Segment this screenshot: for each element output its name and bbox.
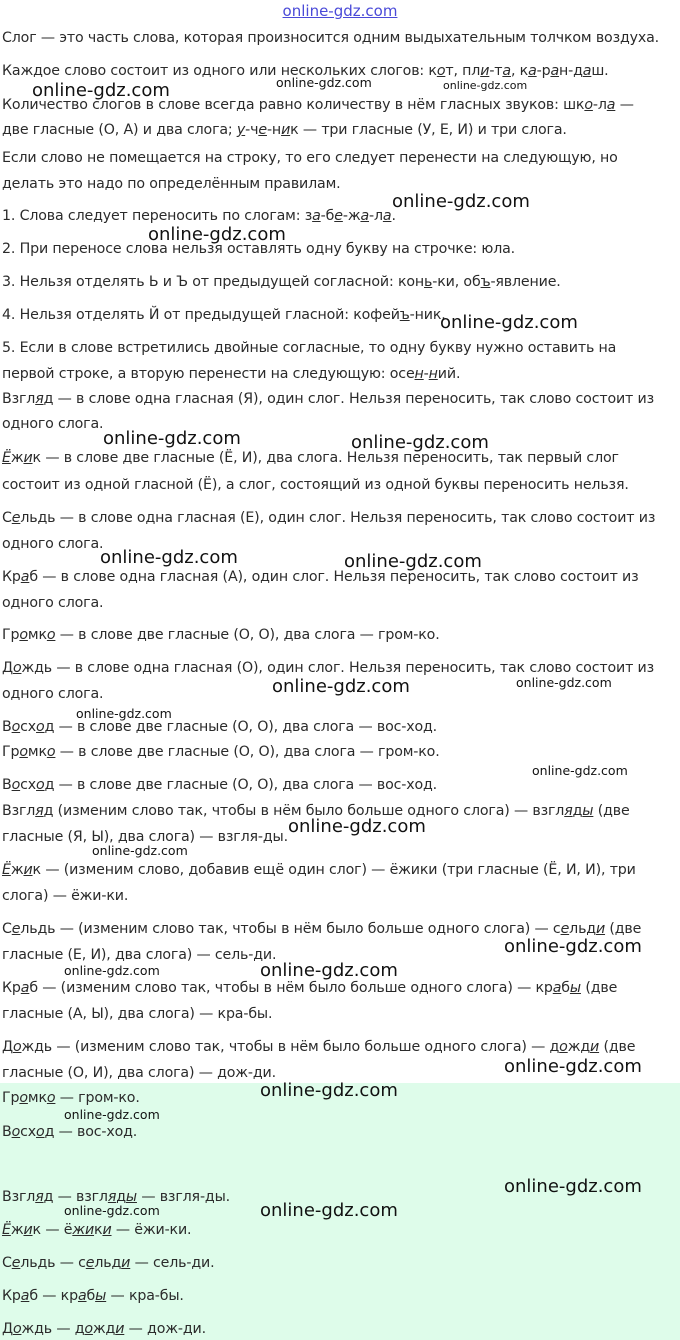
watermark: online-gdz.com (260, 1080, 398, 1101)
analysis-seld-cont: одного слога. (2, 536, 104, 552)
analysis-vzglyad-cont: одного слога. (2, 416, 104, 432)
watermark: online-gdz.com (504, 1176, 642, 1197)
analysis-yozhik: Ёжик — в слове две гласные (Ё, И), два слога. Нельзя переносить, так первый слог (2, 450, 619, 466)
change-vzglyad: Взгляд (изменим слово так, чтобы в нём было больше одного слога) — взгляды (две (2, 803, 630, 819)
rule-3: 3. Нельзя отделять Ь и Ъ от предыдущей согласной: конь-ки, объ-явление. (2, 274, 561, 290)
definition-line: Слог — это часть слова, которая произносится одним выдыхательным толчком воздуха. (2, 30, 660, 46)
watermark: online-gdz.com (504, 1056, 642, 1077)
change-krab: Краб — (изменим слово так, чтобы в нём было больше одного слога) — крабы (две (2, 980, 618, 996)
answer-voskhod: Восход — вос-ход. (2, 1124, 138, 1140)
analysis-voskhod: Восход — в слове две гласные (О, О), два слога — вос-ход. (2, 719, 438, 735)
watermark: online-gdz.com (440, 312, 578, 333)
site-header-link[interactable]: online-gdz.com (282, 2, 398, 20)
answer-krab: Краб — крабы — кра-бы. (2, 1288, 184, 1304)
watermark: online-gdz.com (64, 1107, 160, 1122)
change-dozhd: Дождь — (изменим слово так, чтобы в нём было больше одного слога) — дожди (две (2, 1039, 636, 1055)
watermark: online-gdz.com (76, 706, 172, 721)
theory-line-transfer: Если слово не помещается на строку, то его следует перенести на следующую, но (2, 150, 618, 166)
analysis-vzglyad: Взгляд — в слове одна гласная (Я), один слог. Нельзя переносить, так слово состоит из (2, 391, 654, 407)
answer-dozhd: Дождь — дожди — дож-ди. (2, 1321, 206, 1337)
change-yozhik: Ёжик — (изменим слово, добавив ещё один слог) — ёжики (три гласные (Ё, И, И), три (2, 862, 636, 878)
watermark: online-gdz.com (276, 75, 372, 90)
watermark: online-gdz.com (504, 936, 642, 957)
rule-5: 5. Если в слове встретились двойные согласные, то одну букву нужно оставить на (2, 340, 617, 356)
rule-5-cont: первой строке, а вторую перенести на следующую: осен-ний. (2, 366, 461, 382)
analysis-krab-cont: одного слога. (2, 595, 104, 611)
watermark: online-gdz.com (288, 816, 426, 837)
watermark: online-gdz.com (351, 432, 489, 453)
analysis-yozhik-cont: состоит из одной гласной (Ё), а слог, состоящий из одной буквы переносить нельзя. (2, 477, 629, 493)
watermark: online-gdz.com (443, 79, 528, 92)
watermark: online-gdz.com (148, 224, 286, 245)
watermark: online-gdz.com (344, 551, 482, 572)
watermark: online-gdz.com (103, 428, 241, 449)
watermark: online-gdz.com (516, 675, 612, 690)
rule-4: 4. Нельзя отделять Й от предыдущей гласной: кофейъ-ник. (2, 307, 446, 323)
answer-seld: Сельдь — сельди — сель-ди. (2, 1255, 215, 1271)
answer-vzglyad: Взгляд — взгляды — взгля-ды. (2, 1189, 230, 1205)
analysis-voskhod-2: Восход — в слове две гласные (О, О), два слога — вос-ход. (2, 777, 438, 793)
analysis-dozhd: Дождь — в слове одна гласная (О), один слог. Нельзя переносить, так слово состоит из (2, 660, 655, 676)
watermark: online-gdz.com (100, 547, 238, 568)
watermark: online-gdz.com (260, 960, 398, 981)
change-dozhd-cont: гласные (О, И), два слога) — дож-ди. (2, 1065, 276, 1081)
watermark: online-gdz.com (272, 676, 410, 697)
change-seld: Сельдь — (изменим слово так, чтобы в нём было больше одного слога) — сельди (две (2, 921, 642, 937)
theory-line-example: две гласные (О, А) и два слога; у-че-ник — три гласные (У, Е, И) и три слога. (2, 122, 567, 138)
change-vzglyad-cont: гласные (Я, Ы), два слога) — взгля-ды. (2, 829, 288, 845)
watermark: online-gdz.com (92, 843, 188, 858)
change-krab-cont: гласные (А, Ы), два слога) — кра-бы. (2, 1006, 273, 1022)
analysis-gromko: Громко — в слове две гласные (О, О), два слога — гром-ко. (2, 627, 440, 643)
answer-yozhik: Ёжик — ёжики — ёжи-ки. (2, 1222, 192, 1238)
rule-1: 1. Слова следует переносить по слогам: за-бе-жа-ла. (2, 208, 396, 224)
analysis-gromko-2: Громко — в слове две гласные (О, О), два слога — гром-ко. (2, 744, 440, 760)
theory-line-transfer-cont: делать это надо по определённым правилам. (2, 176, 341, 192)
answer-gromko: Громко — гром-ко. (2, 1090, 140, 1106)
analysis-dozhd-cont: одного слога. (2, 686, 104, 702)
watermark: online-gdz.com (532, 763, 628, 778)
watermark: online-gdz.com (64, 1203, 160, 1218)
change-seld-cont: гласные (Е, И), два слога) — сель-ди. (2, 947, 277, 963)
watermark: online-gdz.com (392, 191, 530, 212)
change-yozhik-cont: слога) — ёжи-ки. (2, 888, 129, 904)
analysis-seld: Сельдь — в слове одна гласная (Е), один слог. Нельзя переносить, так слово состоит из (2, 510, 656, 526)
theory-line-count: Количество слогов в слове всегда равно количеству в нём гласных звуков: шко-ла — (2, 97, 634, 113)
theory-line-syllables: Каждое слово состоит из одного или нескольких слогов: кот, пли-та, ка-ран-даш. (2, 63, 609, 79)
analysis-krab: Краб — в слове одна гласная (А), один слог. Нельзя переносить, так слово состоит из (2, 569, 639, 585)
watermark: online-gdz.com (260, 1200, 398, 1221)
watermark: online-gdz.com (64, 963, 160, 978)
rule-2: 2. При переносе слова нельзя оставлять одну букву на строчке: юла. (2, 241, 516, 257)
watermark: online-gdz.com (32, 80, 170, 101)
